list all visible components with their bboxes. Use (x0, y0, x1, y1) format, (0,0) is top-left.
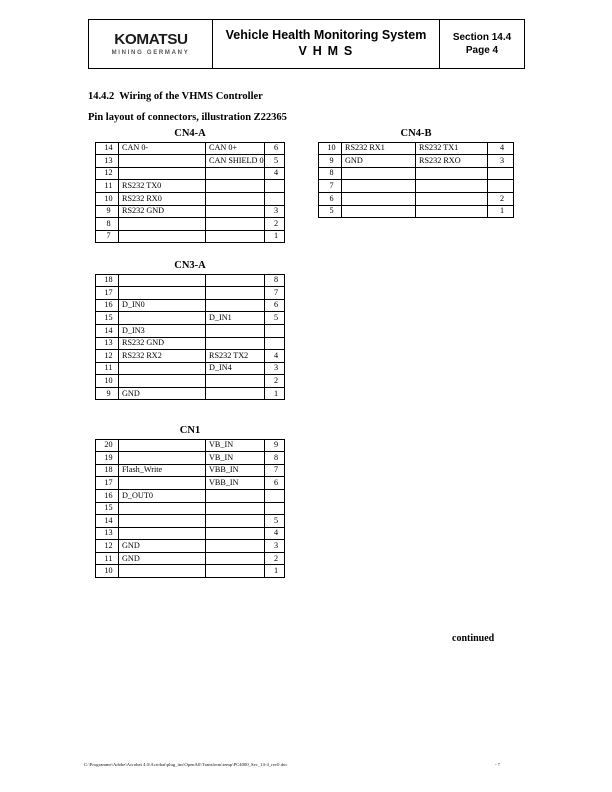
table-row (96, 167, 285, 180)
signal-name: D_IN4 (206, 362, 265, 375)
signal-name (119, 477, 206, 490)
signal-name (119, 312, 206, 325)
section-number: Section 14.4 (452, 31, 512, 43)
pin-number-right: 9 (265, 439, 285, 452)
pin-number-left: 10 (96, 375, 119, 388)
signal-name: RS232 RX0 (119, 192, 206, 205)
pin-number-left: 16 (96, 489, 119, 502)
pin-number-left: 6 (319, 192, 342, 205)
pin-number-left: 13 (96, 155, 119, 168)
pin-number-right: 6 (265, 299, 285, 312)
pin-number-left: 9 (96, 387, 119, 400)
table-row (96, 515, 285, 528)
table-row (96, 387, 285, 400)
signal-name: RS232 RXO (416, 155, 488, 168)
signal-name: VB_IN (206, 452, 265, 465)
pin-number-right: 2 (488, 192, 514, 205)
signal-name (206, 205, 265, 218)
signal-name (416, 205, 488, 218)
table-row (96, 439, 285, 452)
signal-name (119, 167, 206, 180)
table-row (96, 464, 285, 477)
sub-heading: Pin layout of connectors, illustration Z22365 (88, 112, 287, 123)
pin-number-left: 12 (96, 167, 119, 180)
pin-number-left: 13 (96, 337, 119, 350)
pin-number-left: 17 (96, 287, 119, 300)
signal-name (206, 192, 265, 205)
table-row (96, 287, 285, 300)
signal-name (206, 230, 265, 243)
signal-name (119, 155, 206, 168)
signal-name: D_OUT0 (119, 489, 206, 502)
pin-number-left: 15 (96, 312, 119, 325)
table-body-cn4a (96, 142, 285, 243)
table-block-cn4a (95, 128, 285, 243)
signal-name: D_IN3 (119, 324, 206, 337)
signal-name: GND (119, 387, 206, 400)
pin-number-right: 6 (265, 477, 285, 490)
pin-number-right: 3 (265, 362, 285, 375)
signal-name (416, 167, 488, 180)
table-row (319, 205, 514, 218)
pin-number-right: 8 (265, 274, 285, 287)
signal-name: RS232 GND (119, 205, 206, 218)
pin-number-left: 15 (96, 502, 119, 515)
pin-number-right (265, 324, 285, 337)
pin-number-left: 10 (96, 192, 119, 205)
table-row (319, 155, 514, 168)
signal-name (206, 515, 265, 528)
footer-file-path: C:\Programme\Adobe\Acrobat 4.0\Acrobat\plug_ins\OpenAll\Transform\temp\PC4000_Sec_14-4_rev0.doc (84, 762, 288, 767)
signal-name (342, 205, 416, 218)
pin-number-right: 6 (265, 142, 285, 155)
signal-name (342, 180, 416, 193)
pin-number-right: 1 (265, 387, 285, 400)
pin-number-right: 2 (265, 375, 285, 388)
table-row (96, 192, 285, 205)
pin-number-right: 3 (265, 540, 285, 553)
pin-number-right: 4 (265, 350, 285, 363)
komatsu-logo (89, 20, 213, 68)
pin-number-left: 10 (319, 142, 342, 155)
table-row (96, 452, 285, 465)
pin-number-left: 12 (96, 350, 119, 363)
table-row (96, 552, 285, 565)
pin-number-right: 4 (488, 142, 514, 155)
pin-number-right: 3 (488, 155, 514, 168)
pin-number-left: 13 (96, 527, 119, 540)
signal-name: RS232 TX0 (119, 180, 206, 193)
signal-name: CAN SHIELD 0 (206, 155, 265, 168)
document-header (88, 19, 525, 69)
continued-label: continued (452, 633, 495, 644)
signal-name (206, 218, 265, 231)
table-row (96, 324, 285, 337)
pin-number-right: 4 (265, 167, 285, 180)
header-title-line2: V H M S (298, 44, 354, 58)
pin-number-right (265, 489, 285, 502)
signal-name (206, 540, 265, 553)
pin-number-right (488, 180, 514, 193)
pin-number-left: 14 (96, 515, 119, 528)
pin-number-right: 2 (265, 552, 285, 565)
table-row (96, 477, 285, 490)
header-section-box (440, 20, 524, 68)
table-block-cn4b (318, 128, 514, 218)
table-row (96, 502, 285, 515)
signal-name (119, 515, 206, 528)
table-row (96, 205, 285, 218)
signal-name (206, 337, 265, 350)
table-body-cn1 (96, 439, 285, 578)
pin-number-left: 9 (96, 205, 119, 218)
pin-number-left: 10 (96, 565, 119, 578)
table-row (96, 218, 285, 231)
pin-number-left: 16 (96, 299, 119, 312)
header-title (213, 20, 440, 68)
signal-name: VBB_IN (206, 477, 265, 490)
footer-page-number: - 7 (495, 762, 500, 767)
pin-number-right: 1 (488, 205, 514, 218)
signal-name: RS232 RX2 (119, 350, 206, 363)
signal-name (119, 565, 206, 578)
table-row (96, 565, 285, 578)
pin-number-right (265, 337, 285, 350)
signal-name: VBB_IN (206, 464, 265, 477)
signal-name: GND (119, 552, 206, 565)
pin-number-left: 5 (319, 205, 342, 218)
table-row (96, 142, 285, 155)
pin-number-right: 5 (265, 312, 285, 325)
pin-number-left: 8 (96, 218, 119, 231)
pin-number-right (265, 192, 285, 205)
table-row (96, 337, 285, 350)
signal-name (206, 299, 265, 312)
signal-name: Flash_Write (119, 464, 206, 477)
signal-name: CAN 0+ (206, 142, 265, 155)
pin-number-left: 18 (96, 464, 119, 477)
pin-number-right: 7 (265, 287, 285, 300)
signal-name: GND (342, 155, 416, 168)
logo-tagline: MINING GERMANY (111, 50, 190, 56)
signal-name (119, 230, 206, 243)
signal-name: VB_IN (206, 439, 265, 452)
table-row (96, 527, 285, 540)
signal-name (206, 180, 265, 193)
table-row (96, 274, 285, 287)
pinout-table-cn4a (95, 142, 285, 244)
pin-number-right: 1 (265, 230, 285, 243)
signal-name (206, 375, 265, 388)
pin-number-left: 20 (96, 439, 119, 452)
pin-number-right: 5 (265, 515, 285, 528)
pin-number-left: 8 (319, 167, 342, 180)
pin-number-left: 11 (96, 180, 119, 193)
table-title-cn4b: CN4-B (400, 128, 432, 139)
pin-number-left: 7 (319, 180, 342, 193)
table-title-cn4a: CN4-A (174, 128, 206, 139)
signal-name (206, 502, 265, 515)
table-block-cn3a (95, 260, 285, 400)
signal-name: RS232 RX1 (342, 142, 416, 155)
table-row (319, 167, 514, 180)
pin-number-left: 14 (96, 142, 119, 155)
table-row (96, 540, 285, 553)
signal-name (119, 375, 206, 388)
table-title-cn1: CN1 (179, 425, 201, 436)
table-title-cn3a: CN3-A (174, 260, 206, 271)
signal-name: RS232 TX1 (416, 142, 488, 155)
signal-name (206, 527, 265, 540)
pinout-table-cn1 (95, 439, 285, 579)
table-row (96, 180, 285, 193)
pin-number-right: 3 (265, 205, 285, 218)
signal-name: RS232 TX2 (206, 350, 265, 363)
signal-name (342, 167, 416, 180)
table-row (96, 350, 285, 363)
table-block-cn1 (95, 425, 285, 578)
table-body-cn3a (96, 274, 285, 400)
table-body-cn4b (319, 142, 514, 218)
signal-name (416, 180, 488, 193)
page-number: Page 4 (465, 45, 499, 56)
pin-number-left: 11 (96, 552, 119, 565)
signal-name (119, 287, 206, 300)
signal-name (206, 274, 265, 287)
signal-name (206, 287, 265, 300)
pin-number-right: 8 (265, 452, 285, 465)
signal-name (119, 218, 206, 231)
signal-name: CAN 0- (119, 142, 206, 155)
table-row (96, 155, 285, 168)
signal-name (206, 489, 265, 502)
pin-number-left: 14 (96, 324, 119, 337)
pin-number-left: 12 (96, 540, 119, 553)
signal-name (119, 502, 206, 515)
signal-name (119, 439, 206, 452)
pin-number-left: 11 (96, 362, 119, 375)
pin-number-right: 7 (265, 464, 285, 477)
section-heading: 14.4.2 Wiring of the VHMS Controller (88, 91, 263, 102)
signal-name: D_IN1 (206, 312, 265, 325)
table-row (96, 299, 285, 312)
pin-number-left: 9 (319, 155, 342, 168)
signal-name (206, 387, 265, 400)
pin-number-left: 19 (96, 452, 119, 465)
pin-number-right (265, 502, 285, 515)
table-row (319, 142, 514, 155)
table-row (96, 230, 285, 243)
pin-number-left: 18 (96, 274, 119, 287)
signal-name: RS232 GND (119, 337, 206, 350)
signal-name (119, 274, 206, 287)
signal-name: D_IN0 (119, 299, 206, 312)
pin-number-right: 5 (265, 155, 285, 168)
table-row (96, 375, 285, 388)
pin-number-left: 17 (96, 477, 119, 490)
signal-name (206, 167, 265, 180)
signal-name (206, 565, 265, 578)
signal-name (206, 552, 265, 565)
pin-number-right (265, 180, 285, 193)
table-row (319, 180, 514, 193)
pin-number-right: 4 (265, 527, 285, 540)
table-row (96, 362, 285, 375)
pinout-table-cn3a (95, 274, 285, 401)
pin-number-right: 2 (265, 218, 285, 231)
pinout-table-cn4b (318, 142, 514, 219)
header-title-line1: Vehicle Health Monitoring System (225, 28, 427, 43)
logo-wordmark: KOMATSU (113, 31, 188, 48)
signal-name (206, 324, 265, 337)
pin-number-right (488, 167, 514, 180)
signal-name (342, 192, 416, 205)
table-row (319, 192, 514, 205)
table-row (96, 312, 285, 325)
table-row (96, 489, 285, 502)
signal-name (416, 192, 488, 205)
signal-name: GND (119, 540, 206, 553)
signal-name (119, 362, 206, 375)
signal-name (119, 452, 206, 465)
pin-number-right: 1 (265, 565, 285, 578)
pin-number-left: 7 (96, 230, 119, 243)
signal-name (119, 527, 206, 540)
